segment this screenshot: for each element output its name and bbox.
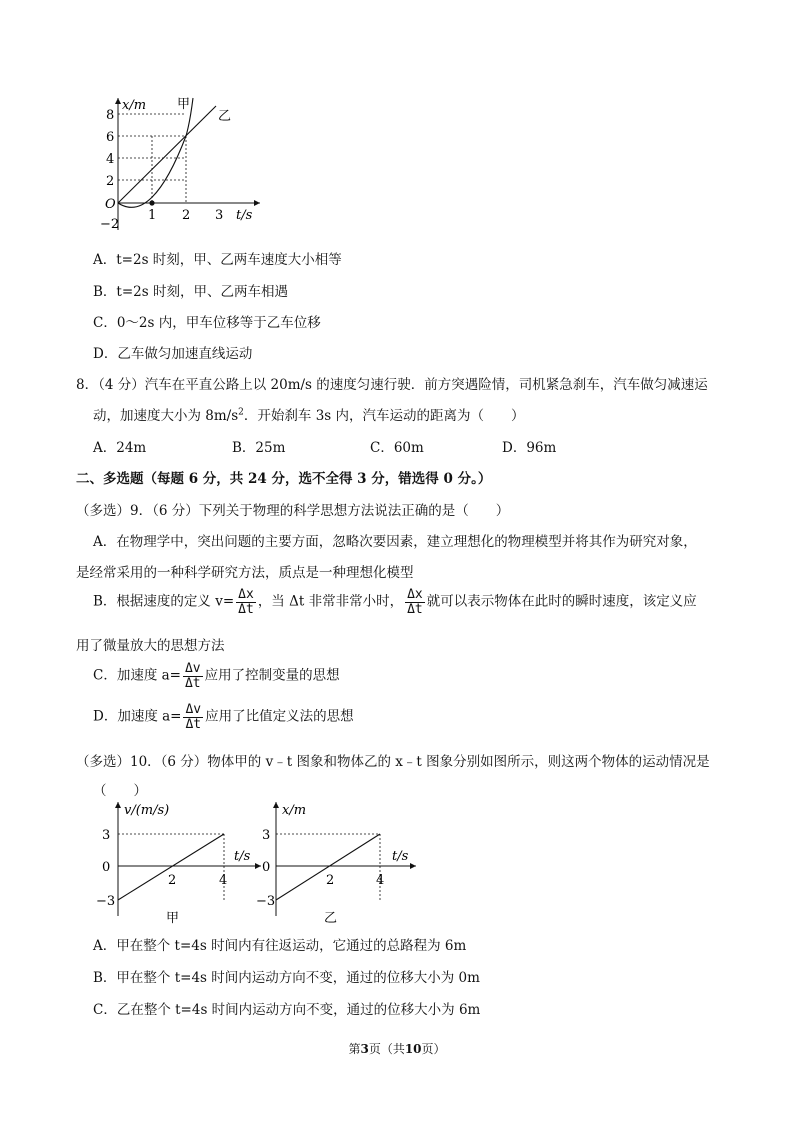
svg-text:2: 2 — [168, 873, 177, 888]
curve-jia — [118, 98, 193, 207]
vt-line — [118, 834, 224, 900]
q9-stem: （多选）9．（6 分）下列关于物理的科学思想方法说法正确的是（ ） — [76, 503, 510, 519]
fraction-dv-dt: $\frac{\Delta v}{\Delta t}$ — [185, 702, 202, 732]
section-heading: 二、多选题（每题 6 分，共 24 分，选不全得 3 分，错选得 0 分。） — [76, 471, 492, 487]
graph2-caption: 甲 — [166, 911, 180, 926]
q7-option-a: A．t=2s 时刻，甲、乙两车速度大小相等 — [93, 252, 342, 268]
q8-option-d: D．96m — [502, 440, 557, 456]
svg-text:3: 3 — [262, 828, 271, 843]
q8-option-b: B．25m — [232, 440, 286, 456]
q8-stem-line2: 动，加速度大小为 $8m/s^2$．开始刹车 3s 内，汽车运动的距离为（ ） — [93, 407, 525, 424]
graph1-xtick: 2 — [182, 208, 191, 223]
graph1-ytick: 2 — [106, 174, 115, 189]
graph1-label-yi: 乙 — [218, 109, 232, 124]
q9-option-a-line1: A．在物理学中，突出问题的主要方面，忽略次要因素，建立理想化的物理模型并将其作为研究对象， — [93, 534, 697, 550]
q10-stem: （多选）10．（6 分）物体甲的 v﹣t 图象和物体乙的 x﹣t 图象分别如图所示，则这两个物体的运动情况是 — [76, 754, 710, 770]
graph1-ytick: 4 — [106, 152, 115, 167]
graph1-origin: O — [105, 197, 116, 212]
graph1-ytick: −2 — [100, 217, 120, 232]
page-footer: 第3页（共10页） — [348, 1042, 446, 1056]
svg-text:t/s: t/s — [392, 849, 409, 864]
q7-option-b: B．t=2s 时刻，甲、乙两车相遇 — [93, 284, 288, 300]
q7-option-d: D．乙车做匀加速直线运动 — [93, 346, 253, 362]
q8-stem-line1: 8．（4 分）汽车在平直公路上以 20m/s 的速度匀速行驶．前方突遇险情，司机紧急刹车，汽车做匀减速运 — [76, 377, 708, 393]
q10-option-c: C．乙在整个 t=4s 时间内运动方向不变，通过的位移大小为 6m — [93, 1002, 481, 1018]
q9-option-c: C．加速度 a= $\frac{\Delta v}{\Delta t}$ 应用了控制变量的思想 — [93, 661, 340, 691]
svg-text:3: 3 — [102, 828, 111, 843]
graph1-xtick: 3 — [215, 208, 224, 223]
q9-option-b: B．根据速度的定义 v= $\frac{\Delta x}{\Delta t}$ ，当 Δt 非常非常小时， $\frac{\Delta x}{\Delta t}$ 就可以表示物体在此时的瞬时速度，该定义应 — [93, 587, 697, 617]
q8-option-a: A．24m — [93, 440, 147, 456]
q10-option-a: A．甲在整个 t=4s 时间内有往返运动，它通过的总路程为 6m — [93, 938, 467, 954]
svg-text:−3: −3 — [256, 894, 276, 909]
q10-paren: （ ） — [93, 783, 147, 799]
graph1-ytick: 8 — [106, 108, 115, 123]
graph2-ylabel: v/(m/s) — [124, 803, 170, 818]
q9-option-d: D．加速度 a= $\frac{\Delta v}{\Delta t}$ 应用了比值定义法的思想 — [93, 702, 354, 732]
svg-text:2: 2 — [326, 873, 335, 888]
graph1-ytick: 6 — [106, 130, 115, 145]
graph1-label-jia: 甲 — [177, 97, 191, 112]
xt-graph-jia-yi — [100, 90, 270, 240]
svg-text:4: 4 — [219, 873, 228, 888]
xt-line — [276, 834, 380, 900]
graph1-xlabel: t/s — [236, 208, 253, 223]
fraction-dx-dt: $\frac{\Delta x}{\Delta t}$ — [407, 587, 423, 617]
graph3-caption: 乙 — [324, 911, 338, 926]
q9-option-b-line2: 用了微量放大的思想方法 — [76, 638, 225, 654]
fraction-dx-dt: $\frac{\Delta x}{\Delta t}$ — [238, 587, 254, 617]
q8-option-c: C．60m — [370, 440, 424, 456]
graph1-ylabel: x/m — [122, 98, 147, 113]
graph1-xtick: 1 — [148, 208, 157, 223]
svg-text:t/s: t/s — [234, 849, 251, 864]
svg-text:−3: −3 — [96, 894, 116, 909]
q9-option-a-line2: 是经常采用的一种科学研究方法，质点是一种理想化模型 — [76, 565, 414, 581]
svg-text:0: 0 — [262, 860, 271, 875]
q7-option-c: C．0～2s 内，甲车位移等于乙车位移 — [93, 315, 321, 331]
fraction-dv-dt: $\frac{\Delta v}{\Delta t}$ — [184, 661, 201, 691]
svg-text:4: 4 — [376, 873, 385, 888]
q10-option-b: B．甲在整个 t=4s 时间内运动方向不变，通过的位移大小为 0m — [93, 970, 480, 986]
graph3-ylabel: x/m — [282, 803, 307, 818]
line-yi — [118, 106, 216, 203]
xt-graph-yi — [254, 798, 424, 928]
vt-graph-jia — [96, 798, 266, 928]
svg-text:0: 0 — [102, 860, 111, 875]
